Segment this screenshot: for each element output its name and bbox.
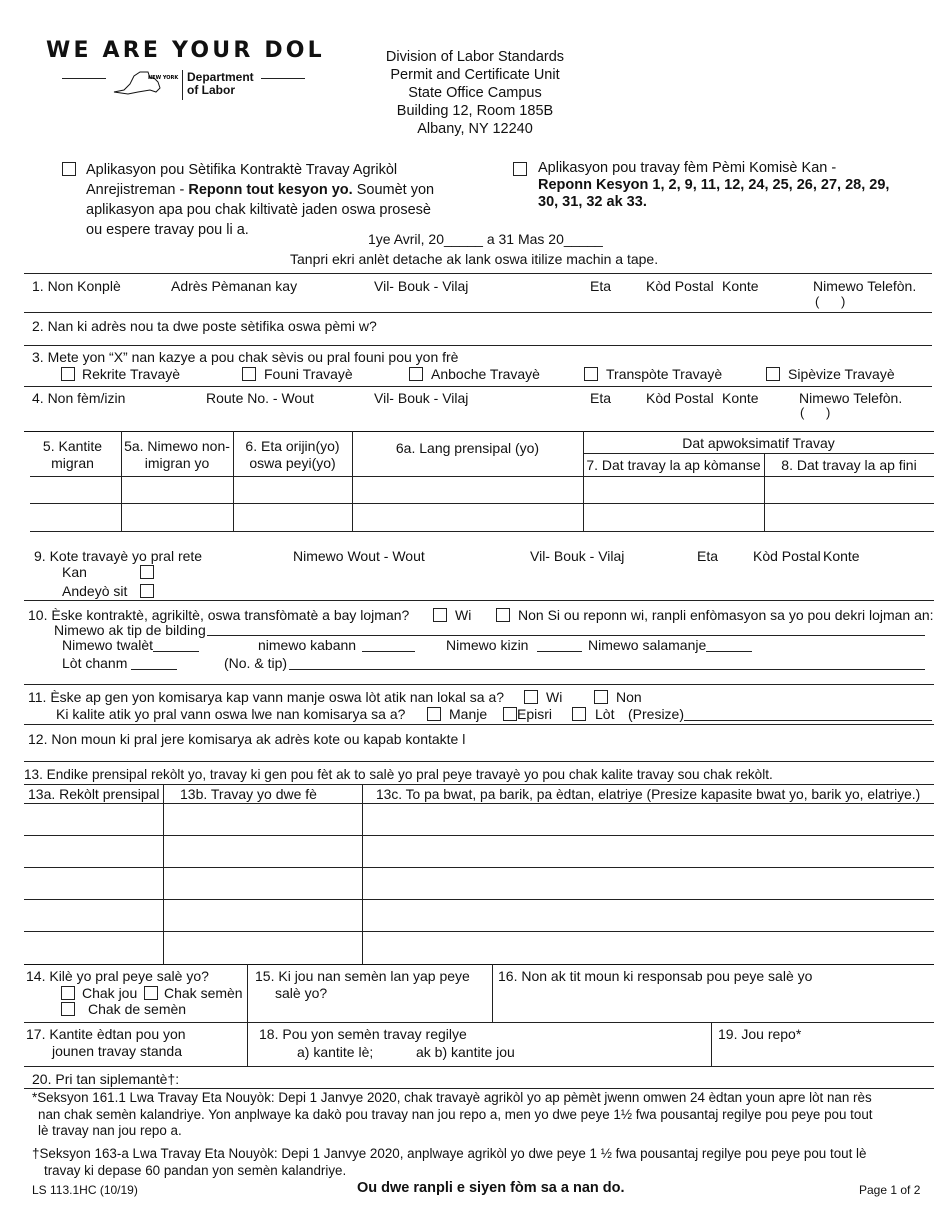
app-left-line1: Aplikasyon pou Sètifika Kontraktè Travay Agrikòl (86, 162, 398, 178)
table-row (24, 964, 934, 965)
q4-state-label: Eta (590, 390, 612, 406)
q14-label: 14. Kilè yo pral peye salè yo? (26, 968, 209, 984)
q3-recruit-checkbox[interactable] (61, 367, 75, 381)
q19-label: 19. Jou repo* (718, 1026, 802, 1042)
q3-supply-label: Founi Travayè (264, 366, 353, 382)
permit-application-checkbox[interactable] (513, 162, 527, 176)
rule (583, 453, 934, 454)
table-row (24, 867, 934, 868)
q18-b-label: ak b) kantite jou (416, 1044, 515, 1060)
period-line[interactable]: 1ye Avril, 20_____ a 31 Mas 20_____ (368, 231, 603, 247)
q3-hire-label: Anboche Travayè (431, 366, 540, 382)
q11-grocery-checkbox[interactable] (503, 707, 517, 721)
app-left-line2: Anrejistreman - Reponn tout kesyon yo. Soumèt yon (86, 182, 435, 198)
rule (24, 1022, 934, 1023)
division-address (355, 48, 595, 138)
q10-yes-checkbox[interactable] (433, 608, 447, 622)
q11-yes-checkbox[interactable] (524, 690, 538, 704)
certificate-application-text (86, 160, 434, 240)
instructions: Tanpri ekri anlèt detache ak lank oswa itilize machin a tape. (290, 251, 659, 267)
sign-notice: Ou dwe ranpli e siyen fòm sa a nan do. (357, 1180, 625, 1196)
q16-label: 16. Non ak tit moun ki responsab pou peye salè yo (498, 968, 813, 984)
q3-hire-checkbox[interactable] (409, 367, 423, 381)
q13-label: 13. Endike prensipal rekòlt yo, travay ki gen pou fèt ak to salè yo pral peye travayè yo pou chak kalite travay sou chak rekòlt. (24, 767, 773, 782)
address-line: Albany, NY 12240 (417, 121, 533, 137)
footnote-rest-day: *Seksyon 161.1 Lwa Travay Eta Nouyòk: Depi 1 Janvye 2020, chak travayè agrikòl yo ap pèmèt jwenn omwen 24 èdtan youn apre lòt nan rès nan chak semèn kalandriye. Yon anplwaye ka dakò pou travay nan jou repo a, men yo dwe peye 1½ fwa pousantaj regilye pou peye pou tout lè travay nan jou repo a. (32, 1090, 873, 1138)
q10-label: 10. Èske kontraktè, agrikiltè, oswa transfòmatè a bay lojman? (28, 607, 410, 623)
q1-phone-area[interactable]: ( ) (815, 294, 846, 309)
q10-dining-label: Nimewo salamanje (588, 637, 707, 653)
q11-items-label: Ki kalite atik yo pral vann oswa lwe nan komisarya sa a? (56, 706, 406, 722)
q10-rooms-label: Lòt chanm (62, 655, 128, 671)
q6-header: 6. Eta orijin(yo) oswa peyi(yo) (245, 438, 340, 471)
q10-kitchens-input[interactable] (537, 651, 582, 652)
dates-header: Dat apwoksimatif Travay (682, 435, 835, 451)
table-col-divider (362, 784, 363, 965)
app-right-line2: Reponn Kesyon 1, 2, 9, 11, 12, 24, 25, 26, 27, 28, 29, (538, 177, 890, 193)
table-row (24, 835, 934, 836)
q10-notype-label: (No. & tip) (224, 655, 288, 671)
app-right-line1: Aplikasyon pou travay fèm Pèmi Komisè Kan - (538, 160, 837, 176)
q11-label: 11. Èske ap gen yon komisarya kap vann manje oswa lòt atik nan lokal sa a? (28, 689, 505, 705)
q3-recruit-label: Rekrite Travayè (82, 366, 181, 382)
app-left-line4: ou espere travay pou li a. (86, 222, 249, 238)
q11-yes-label: Wi (546, 689, 563, 705)
q9-city-label: Vil- Bouk - Vilaj (530, 548, 625, 564)
q14-biweekly-checkbox[interactable] (61, 1002, 75, 1016)
table-col-divider (711, 1022, 712, 1066)
rule (24, 600, 934, 601)
logo-rule-left (62, 78, 106, 79)
q11-grocery-label: Episri (517, 706, 553, 722)
q9-label: 9. Kote travayè yo pral rete (34, 548, 203, 564)
q4-county-label: Konte (722, 390, 759, 406)
q4-zip-label: Kòd Postal (646, 390, 714, 406)
table-col-divider (247, 964, 248, 1066)
q6a-header: 6a. Lang prensipal (yo) (395, 440, 540, 456)
q10-notype-input[interactable] (289, 669, 925, 670)
q13a-header: 13a. Rekòlt prensipal (28, 786, 160, 802)
logo-divider (182, 70, 183, 100)
q9-camp-checkbox[interactable] (140, 565, 154, 579)
table-row (30, 476, 934, 477)
q10-yes-label: Wi (455, 607, 472, 623)
rule (24, 724, 934, 725)
logo-slogan: WE ARE YOUR DOL (46, 38, 325, 63)
q10-dining-input[interactable] (706, 651, 752, 652)
q4-city-label: Vil- Bouk - Vilaj (374, 390, 469, 406)
q20-label: 20. Pri tan siplemantè†: (32, 1071, 180, 1087)
q11-food-checkbox[interactable] (427, 707, 441, 721)
q10-toilets-input[interactable] (153, 651, 199, 652)
q4-phone-area[interactable]: ( ) (800, 405, 831, 420)
q7-header: 7. Dat travay la ap kòmanse (586, 457, 761, 473)
q14-weekly-checkbox[interactable] (144, 986, 158, 1000)
logo-dept-line1: Department (187, 70, 254, 84)
q9-state-label: Eta (697, 548, 719, 564)
rule (24, 784, 934, 785)
new-york-state-icon (110, 68, 180, 98)
q10-cabins-input[interactable] (362, 651, 415, 652)
table-row (30, 503, 934, 504)
q4-phone-label: Nimewo Telefòn. (799, 390, 903, 406)
rule (24, 345, 932, 346)
q3-supply-checkbox[interactable] (242, 367, 256, 381)
address-line: Division of Labor Standards (385, 49, 565, 65)
q14-daily-checkbox[interactable] (61, 986, 75, 1000)
q11-no-label: Non (616, 689, 642, 705)
q11-no-checkbox[interactable] (594, 690, 608, 704)
q2-label: 2. Nan ki adrès nou ta dwe poste sètifika oswa pèmi w? (32, 318, 377, 334)
q1-zip-label: Kòd Postal (646, 278, 714, 294)
rule (24, 312, 932, 313)
certificate-application-checkbox[interactable] (62, 162, 76, 176)
footnote-overtime: †Seksyon 163-a Lwa Travay Eta Nouyòk: Depi 1 Janvye 2020, anplwaye agrikòl yo dwe peye 1 ½ fwa pousantaj regilye pou peye pou tout lè travay ki depase 60 pandan yon semèn kalandriye. (32, 1146, 867, 1178)
q17-label: 17. Kantite èdtan pou yon jounen travay standa (26, 1026, 186, 1059)
rule (24, 1066, 934, 1067)
q10-building-input[interactable] (207, 635, 925, 636)
q11-specify-input[interactable] (684, 720, 932, 721)
table-row (24, 803, 934, 804)
q18-label: 18. Pou yon semèn travay regilye (259, 1026, 467, 1042)
q4-name-label: 4. Non fèm/izin (32, 390, 126, 406)
q9-camp-label: Kan (62, 564, 87, 580)
q3-supervise-checkbox[interactable] (766, 367, 780, 381)
q3-label: 3. Mete yon “X” nan kazye a pou chak sèvis ou pral founi pou yon frè (32, 349, 459, 365)
q10-no-label: Non Si ou reponn wi, ranpli enfòmasyon sa yo pou dekri lojman an: (518, 607, 934, 623)
table-row (24, 931, 934, 932)
q11-specify-label: (Presize) (628, 706, 685, 722)
address-line: Building 12, Room 185B (396, 103, 554, 119)
q14-weekly-label: Chak semèn (164, 985, 243, 1001)
q11-food-label: Manje (449, 706, 488, 722)
q12-label: 12. Non moun ki pral jere komisarya ak adrès kote ou kapab kontakte l (28, 731, 466, 747)
q18-a-label: a) kantite lè; (297, 1044, 374, 1060)
rule (24, 273, 932, 274)
permit-application-text (538, 160, 889, 211)
table-row (24, 899, 934, 900)
q10-rooms-input[interactable] (131, 669, 177, 670)
q10-kitchens-label: Nimewo kizin (446, 637, 529, 653)
logo-rule-right (261, 78, 305, 79)
rule (24, 761, 934, 762)
q10-no-checkbox[interactable] (496, 608, 510, 622)
app-left-line3: aplikasyon apa pou chak kiltivatè jaden oswa prosesè (86, 202, 431, 218)
rule (24, 431, 934, 432)
q9-outside-checkbox[interactable] (140, 584, 154, 598)
q11-other-checkbox[interactable] (572, 707, 586, 721)
state-mark-text: NEW YORK (148, 75, 179, 81)
q15-label: 15. Ki jou nan semèn lan yap peye salè yo? (255, 968, 470, 1001)
q10-building-label: Nimewo ak tip de bilding (54, 622, 206, 638)
table-col-divider (163, 784, 164, 965)
table-row (30, 531, 934, 532)
table-col-divider (492, 964, 493, 1022)
q1-address-label: Adrès Pèmanan kay (171, 278, 298, 294)
address-line: Permit and Certificate Unit (390, 67, 560, 83)
q14-biweekly-label: Chak de semèn (88, 1001, 187, 1017)
q10-toilets-label: Nimewo twalèt (62, 637, 154, 653)
q3-transport-checkbox[interactable] (584, 367, 598, 381)
logo-dept-line2: of Labor (187, 83, 235, 97)
q3-transport-label: Transpòte Travayè (606, 366, 723, 382)
q9-outside-label: Andeyò sit (62, 583, 128, 599)
q8-header: 8. Dat travay la ap fini (781, 457, 917, 473)
q9-road-label: Nimewo Wout - Wout (293, 548, 425, 564)
app-right-line3: 30, 31, 32 ak 33. (538, 194, 647, 210)
q1-county-label: Konte (722, 278, 759, 294)
rule (24, 684, 934, 685)
q9-zip-label: Kòd Postal (753, 548, 821, 564)
q13b-header: 13b. Travay yo dwe fè (180, 786, 317, 802)
q11-other-label: Lòt (595, 706, 615, 722)
q3-supervise-label: Sipèvize Travayè (788, 366, 895, 382)
page-number: Page 1 of 2 (859, 1183, 921, 1197)
q4-route-label: Route No. - Wout (206, 390, 314, 406)
q13c-header: 13c. To pa bwat, pa barik, pa èdtan, elatriye (Presize kapasite bwat yo, barik yo, elatriye.) (376, 787, 921, 802)
rule (24, 1088, 934, 1089)
q9-county-label: Konte (823, 548, 860, 564)
q1-phone-label: Nimewo Telefòn. (813, 278, 917, 294)
q1-city-label: Vil- Bouk - Vilaj (374, 278, 469, 294)
q10-cabins-label: nimewo kabann (258, 637, 357, 653)
q14-daily-label: Chak jou (82, 985, 138, 1001)
q5-count-header: 5. Kantite migran (42, 438, 103, 471)
rule (24, 386, 932, 387)
q5a-header: 5a. Nimewo non- imigran yo (124, 438, 230, 471)
q1-state-label: Eta (590, 278, 612, 294)
q1-name-label: 1. Non Konplè (32, 278, 121, 294)
address-line: State Office Campus (408, 85, 542, 101)
form-id: LS 113.1HC (10/19) (32, 1183, 138, 1197)
